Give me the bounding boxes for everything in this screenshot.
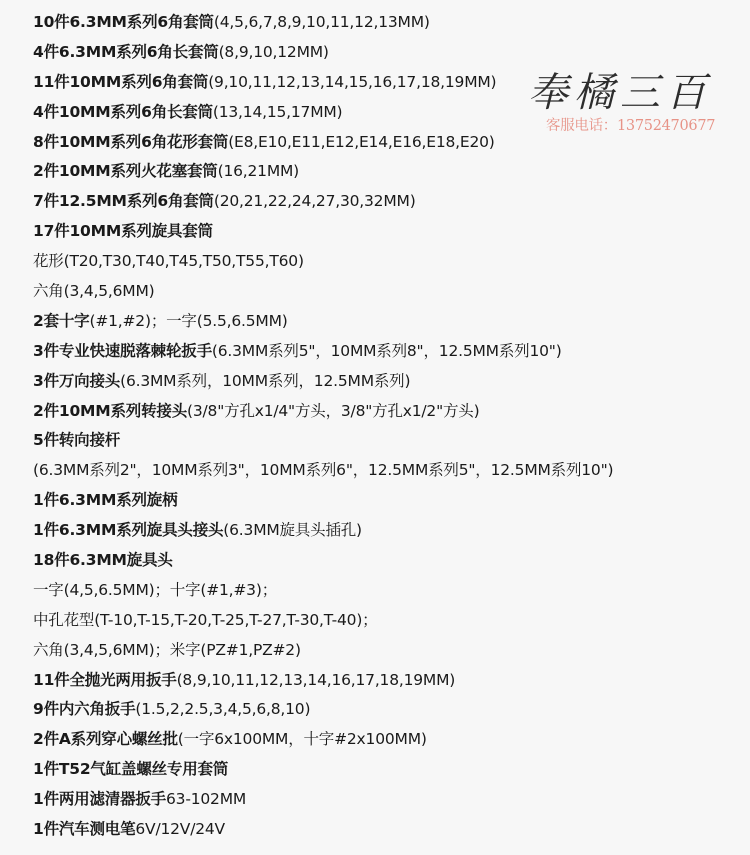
list-item [33, 516, 745, 546]
list-item [33, 337, 745, 367]
item-title: 8件10MM系列6角花形套筒 [33, 132, 229, 151]
item-title: 2件10MM系列转接头 [33, 401, 188, 420]
item-spec: 花形(T20,T30,T40,T45,T50,T55,T60) [33, 252, 304, 271]
list-item [33, 307, 745, 337]
item-spec: (一字6x100MM，十字#2x100MM) [177, 730, 427, 749]
item-title: 10件6.3MM系列6角套筒 [33, 13, 214, 31]
list-item [33, 785, 745, 815]
list-item [33, 128, 745, 158]
item-spec: (6.3MM系列2"，10MM系列3"，10MM系列6"，12.5MM系列5"，12.5MM系列10") [33, 461, 614, 480]
item-spec: (1.5,2,2.5,3,4,5,6,8,10) [135, 700, 311, 719]
list-item [33, 725, 745, 755]
list-item [33, 397, 745, 427]
item-title: 17件10MM系列旋具套筒 [33, 222, 213, 241]
item-spec: (16,21MM) [217, 162, 300, 181]
item-title: 2件10MM系列火花塞套筒 [33, 162, 218, 181]
item-spec: (8,9,10,11,12,13,14,16,17,18,19MM) [176, 670, 456, 689]
watermark-shop-name: 奉橘三百 [528, 70, 712, 116]
list-item [33, 576, 745, 606]
list-item [33, 277, 745, 307]
list-item [33, 217, 745, 247]
item-spec: (6.3MM系列5"，10MM系列8"，12.5MM系列10") [211, 341, 562, 360]
item-spec: (6.3MM系列，10MM系列，12.5MM系列) [120, 371, 411, 390]
item-title: 4件10MM系列6角长套筒 [33, 102, 213, 121]
item-spec: 一字(4,5,6.5MM)；十字(#1,#3)； [33, 580, 277, 599]
item-spec: (20,21,22,24,27,30,32MM) [213, 192, 416, 211]
list-item [33, 666, 745, 696]
item-title: 2件A系列穿心螺丝批 [33, 730, 178, 749]
list-item [33, 486, 745, 516]
parts-list [33, 8, 745, 845]
item-spec: (3/8"方孔x1/4"方头，3/8"方孔x1/2"方头) [187, 401, 480, 420]
list-item [33, 546, 745, 576]
item-spec: 六角(3,4,5,6MM)；米字(PZ#1,PZ#2) [33, 640, 301, 659]
item-spec: 六角(3,4,5,6MM) [33, 282, 155, 301]
list-item [33, 755, 745, 785]
item-spec: 6V/12V/24V [135, 820, 225, 839]
list-item [33, 815, 745, 845]
list-item [33, 426, 745, 456]
list-item [33, 367, 745, 397]
item-title: 5件转向接杆 [33, 431, 121, 450]
list-item [33, 38, 745, 68]
item-spec: (#1,#2)；一字(5.5,6.5MM) [89, 311, 288, 330]
item-title: 1件T52气缸盖螺丝专用套筒 [33, 760, 229, 779]
item-spec: 中孔花型(T-10,T-15,T-20,T-25,T-27,T-30,T-40)； [33, 610, 378, 629]
item-title: 9件内六角扳手 [33, 700, 136, 719]
list-item [33, 456, 745, 486]
item-title: 2套十字 [33, 311, 90, 330]
list-item [33, 636, 745, 666]
item-spec: (9,10,11,12,13,14,15,16,17,18,19MM) [208, 72, 497, 91]
item-spec: (6.3MM旋具头插孔) [223, 521, 362, 540]
list-item [33, 606, 745, 636]
item-title: 1件汽车测电笔 [33, 820, 136, 839]
item-title: 7件12.5MM系列6角套筒 [33, 192, 214, 211]
list-item [33, 247, 745, 277]
list-item [33, 68, 745, 98]
item-title: 11件全抛光两用扳手 [33, 670, 177, 689]
item-title: 18件6.3MM旋具头 [33, 551, 173, 570]
item-title: 11件10MM系列6角套筒 [33, 72, 209, 91]
item-title: 1件6.3MM系列旋具头接头 [33, 521, 224, 540]
list-item [33, 695, 745, 725]
item-title: 3件专业快速脱落棘轮扳手 [33, 341, 212, 360]
item-spec: (4,5,6,7,8,9,10,11,12,13MM) [213, 13, 430, 31]
item-spec: 63-102MM [166, 790, 247, 809]
item-title: 3件万向接头 [33, 371, 121, 390]
item-title: 4件6.3MM系列6角长套筒 [33, 42, 219, 61]
item-title: 1件6.3MM系列旋柄 [33, 491, 178, 510]
item-spec: (13,14,15,17MM) [212, 102, 343, 121]
list-item [33, 8, 745, 38]
list-item [33, 187, 745, 217]
item-title: 1件两用滤清器扳手 [33, 790, 166, 809]
item-spec: (8,9,10,12MM) [218, 42, 329, 61]
list-item [33, 157, 745, 187]
watermark-phone: 客服电话：13752470677 [546, 118, 716, 134]
list-item [33, 98, 745, 128]
item-spec: (E8,E10,E11,E12,E14,E16,E18,E20) [228, 132, 495, 151]
